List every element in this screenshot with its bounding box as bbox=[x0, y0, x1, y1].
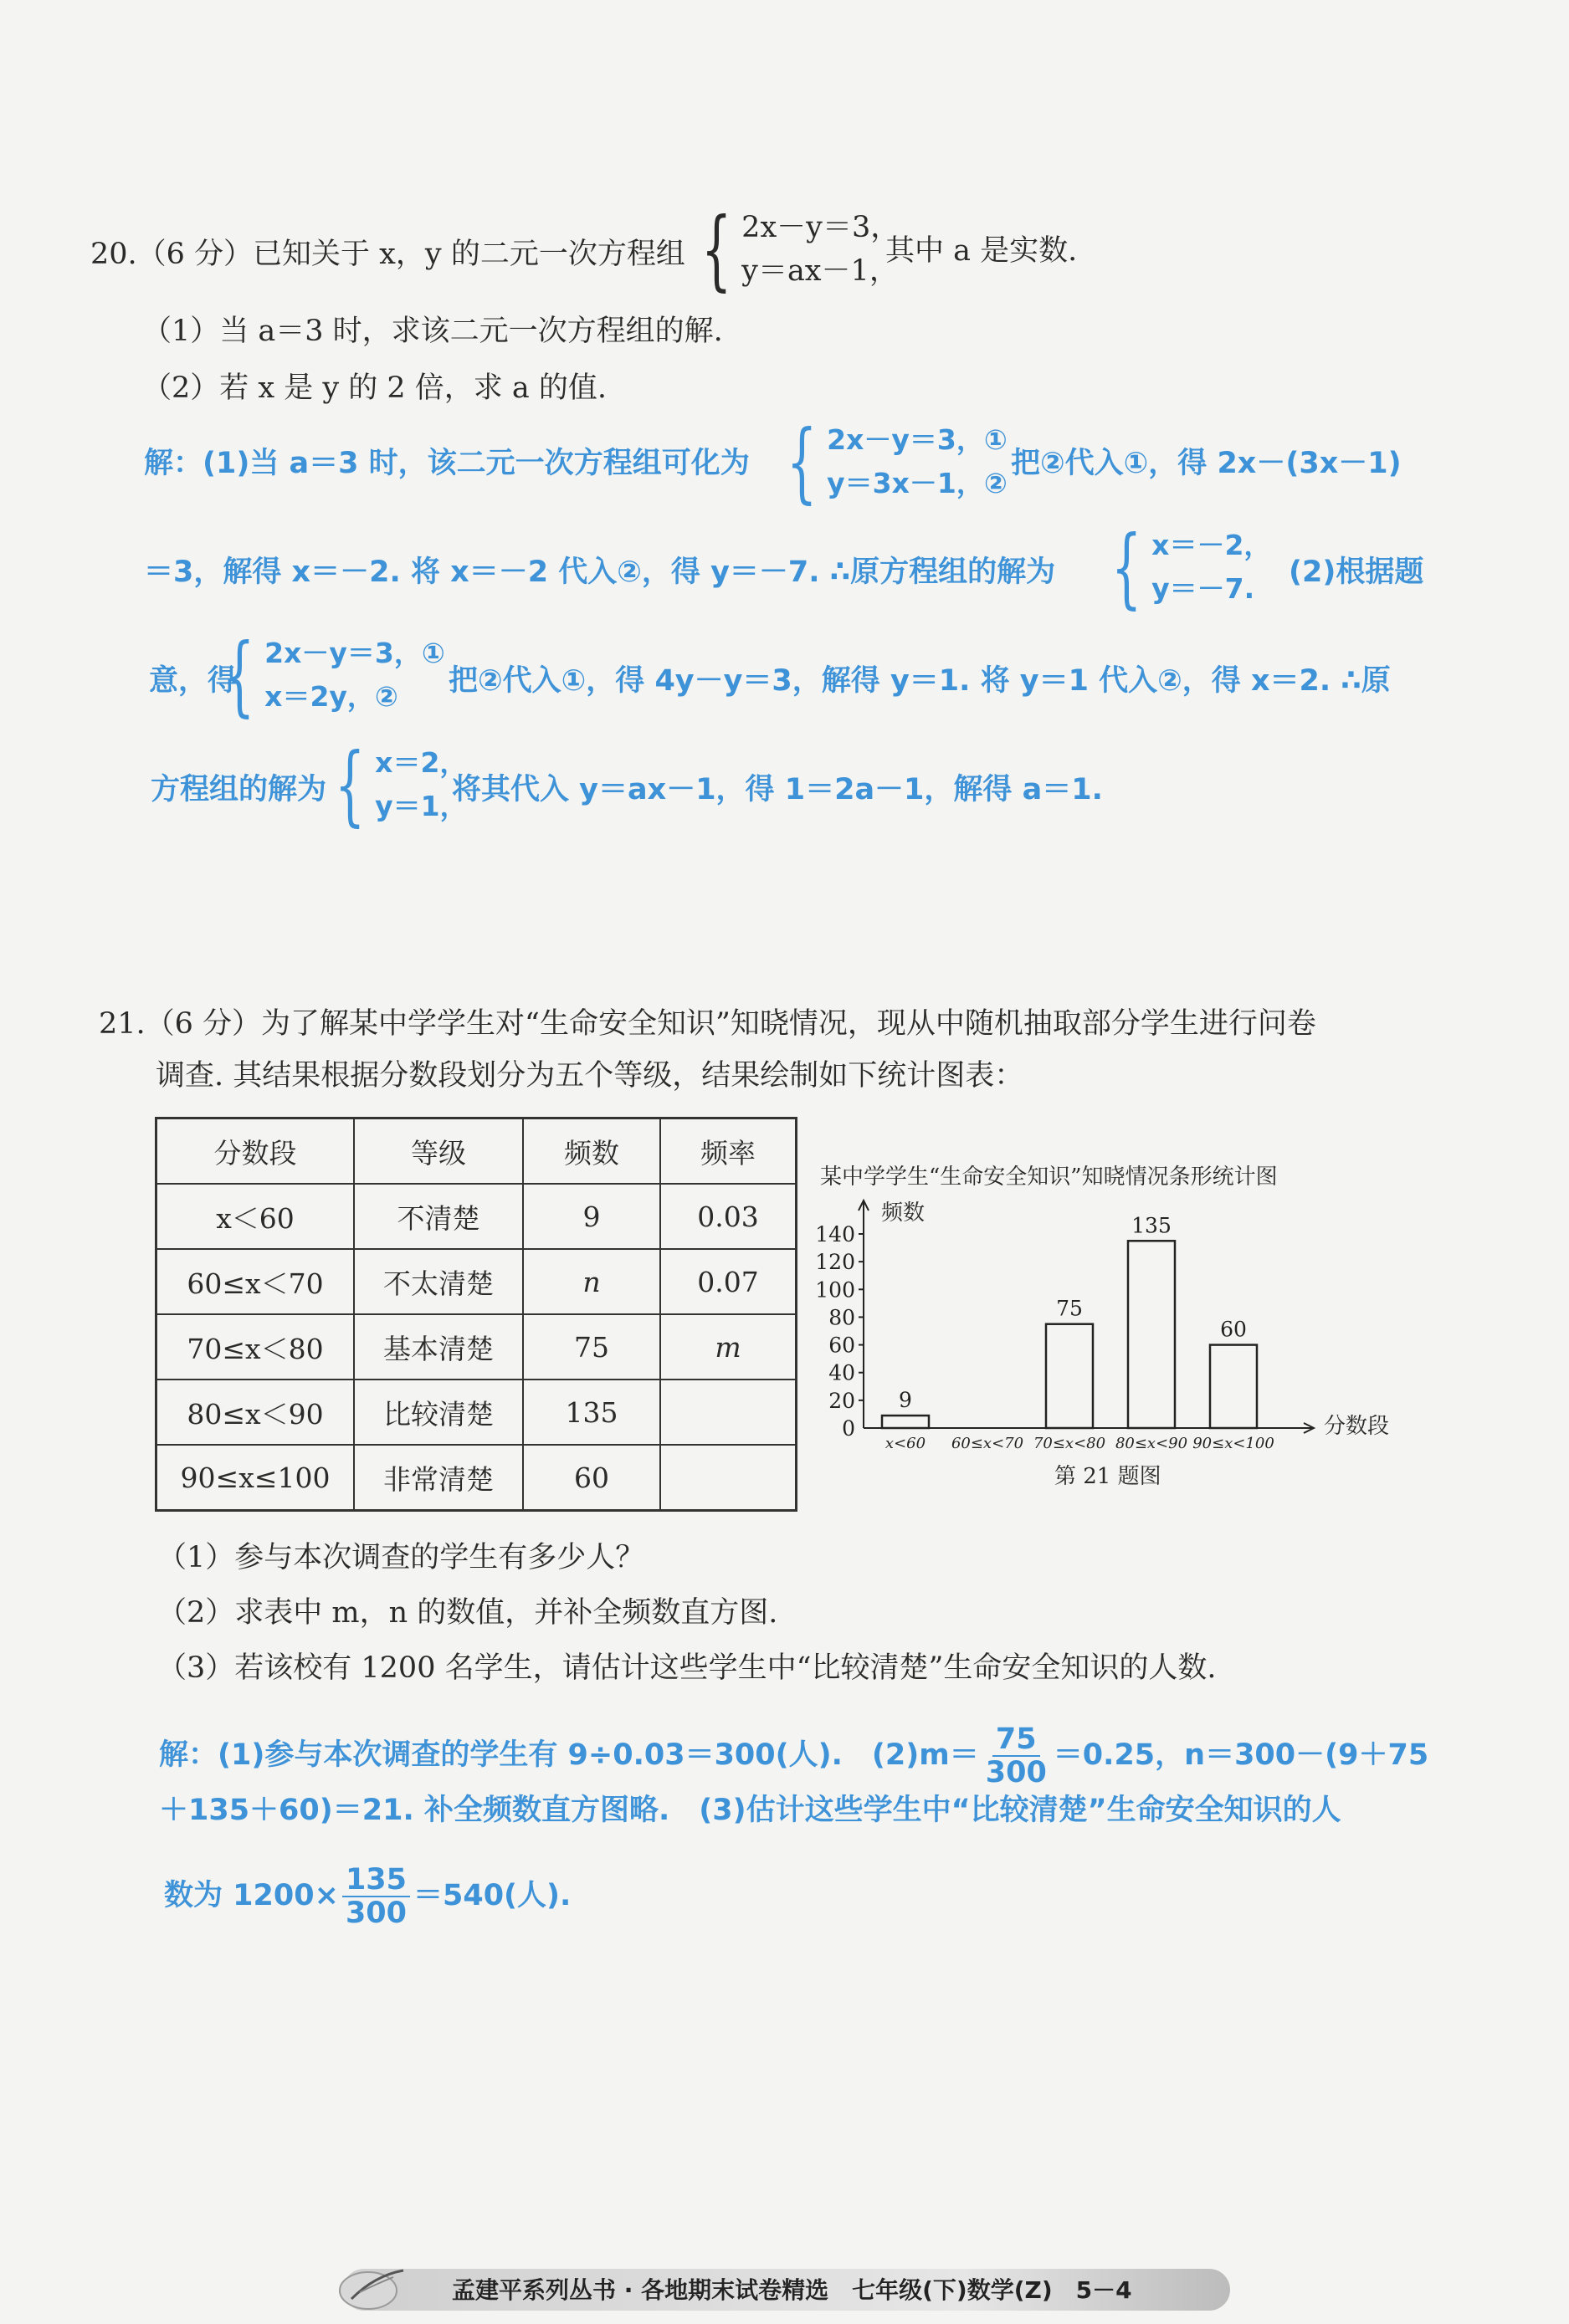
q20-stem-suffix: 其中 a 是实数. bbox=[885, 234, 1078, 268]
brace-icon: { bbox=[1111, 516, 1142, 618]
q20-answer-system2 bbox=[1111, 516, 1272, 618]
bar bbox=[1210, 1345, 1257, 1428]
fraction-numerator: 75 bbox=[992, 1723, 1040, 1757]
q20-part1: （1）当 a＝3 时，求该二元一次方程组的解. bbox=[142, 315, 723, 348]
bar bbox=[1128, 1241, 1175, 1428]
table-cell: 不太清楚 bbox=[354, 1249, 523, 1314]
q20-answer-system1-eq1: 2x－y＝3，① bbox=[827, 423, 1008, 456]
bar-data-label: 135 bbox=[1131, 1213, 1172, 1238]
chart-title: 某中学学生“生命安全知识”知晓情况条形统计图 bbox=[820, 1165, 1278, 1190]
brace-icon: { bbox=[224, 624, 255, 726]
bar-data-label: 9 bbox=[899, 1388, 912, 1413]
q20-answer-system1 bbox=[787, 411, 1008, 513]
table-cell: n bbox=[523, 1249, 660, 1314]
table-cell: 135 bbox=[523, 1380, 660, 1445]
table-cell: 基本清楚 bbox=[354, 1314, 523, 1380]
frequency-table bbox=[155, 1117, 797, 1512]
table-cell: 0.07 bbox=[660, 1249, 797, 1314]
q21-answer-line1 bbox=[159, 1723, 1428, 1789]
q21-answer-line3 bbox=[164, 1864, 571, 1929]
q20-part2: （2）若 x 是 y 的 2 倍，求 a 的值. bbox=[142, 371, 608, 405]
q20-answer-l4-suffix: 将其代入 y＝ax－1，得 1＝2a－1，解得 a＝1. bbox=[452, 773, 1103, 806]
y-tick-label: 100 bbox=[815, 1277, 855, 1303]
table-cell: 9 bbox=[523, 1184, 660, 1249]
q21-stem-line2: 调查. 其结果根据分数段划分为五个等级，结果绘制如下统计图表： bbox=[156, 1059, 1024, 1093]
brace-icon: { bbox=[701, 198, 732, 300]
q20-answer-system4 bbox=[335, 734, 468, 836]
q20-answer-l4-prefix: 方程组的解为 bbox=[151, 773, 327, 806]
table-cell: 70≤x＜80 bbox=[156, 1314, 355, 1380]
table-cell: 60 bbox=[523, 1445, 660, 1511]
q21-answer-l3-a: 数为 1200× bbox=[164, 1879, 339, 1912]
bar-data-label: 60 bbox=[1220, 1317, 1247, 1342]
table-row bbox=[156, 1314, 797, 1380]
bar bbox=[1046, 1324, 1093, 1428]
chart-xticks bbox=[885, 1435, 1274, 1452]
q20-answer-l3-suffix: 把②代入①，得 4y－y＝3，解得 y＝1. 将 y＝1 代入②，得 x＝2. ∴原 bbox=[449, 664, 1391, 698]
y-tick-label: 60 bbox=[828, 1333, 855, 1358]
table-cell: 60≤x＜70 bbox=[156, 1249, 355, 1314]
table-header-cell: 等级 bbox=[354, 1118, 523, 1185]
y-tick-label: 80 bbox=[828, 1305, 855, 1330]
table-cell bbox=[660, 1445, 797, 1511]
table-cell: m bbox=[660, 1314, 797, 1380]
fraction-denominator: 300 bbox=[985, 1756, 1047, 1789]
q20-system-eq2: y＝ax－1， bbox=[741, 254, 899, 288]
q20-answer-system2-eq1: x＝－2， bbox=[1151, 529, 1272, 561]
table-cell: 90≤x≤100 bbox=[156, 1445, 355, 1511]
bar-data-label: 75 bbox=[1056, 1296, 1083, 1321]
y-tick-label: 20 bbox=[828, 1388, 855, 1413]
table-cell: 不清楚 bbox=[354, 1184, 523, 1249]
q20-system bbox=[701, 198, 900, 300]
x-tick-label: x<60 bbox=[884, 1435, 926, 1452]
q21-stem-line1: 21.（6 分）为了解某中学学生对“生命安全知识”知晓情况，现从中随机抽取部分学生进行问卷 bbox=[99, 1007, 1316, 1041]
table-row bbox=[156, 1445, 797, 1511]
x-tick-label: 60≤x<70 bbox=[951, 1435, 1024, 1452]
chart-ylabel: 频数 bbox=[881, 1200, 926, 1226]
q21-answer-line2: ＋135＋60)＝21. 补全频数直方图略. (3)估计这些学生中“比较清楚”生命安全知识的人 bbox=[159, 1794, 1341, 1827]
q21-answer-l3-b: ＝540(人). bbox=[413, 1879, 572, 1912]
x-tick-label: 70≤x<80 bbox=[1033, 1435, 1106, 1452]
chart-ticks bbox=[815, 1222, 864, 1441]
table-header-row bbox=[156, 1118, 797, 1185]
table-header-cell: 频数 bbox=[523, 1118, 660, 1185]
x-tick-label: 90≤x<100 bbox=[1192, 1435, 1274, 1452]
table-row bbox=[156, 1184, 797, 1249]
table-cell bbox=[660, 1380, 797, 1445]
chart-bars bbox=[882, 1213, 1257, 1428]
q20-answer-l1-suffix: 把②代入①，得 2x－(3x－1) bbox=[1011, 447, 1402, 480]
q21-part3: （3）若该校有 1200 名学生，请估计这些学生中“比较清楚”生命安全知识的人数. bbox=[157, 1651, 1217, 1685]
q20-answer-system4-eq1: x＝2， bbox=[375, 746, 468, 779]
q20-answer-l3-prefix: 意，得 bbox=[149, 664, 238, 698]
fraction-135-300 bbox=[342, 1864, 410, 1929]
q21-answer-l1-b: ＝0.25，n＝300－(9＋75 bbox=[1053, 1738, 1429, 1772]
chart-caption: 第 21 题图 bbox=[1054, 1464, 1161, 1489]
table-cell: 80≤x＜90 bbox=[156, 1380, 355, 1445]
fraction-denominator: 300 bbox=[345, 1897, 407, 1930]
bar bbox=[882, 1415, 929, 1428]
table-cell: 0.03 bbox=[660, 1184, 797, 1249]
q20-system-eq1: 2x－y＝3， bbox=[741, 211, 900, 244]
footer-text: 孟建平系列丛书 · 各地期末试卷精选 七年级(下)数学(Z) 5－4 bbox=[452, 2276, 1132, 2304]
q20-answer-system2-eq2: y＝－7. bbox=[1151, 572, 1255, 605]
q21-answer-l1-a: 解：(1)参与本次调查的学生有 9÷0.03＝300(人). (2)m＝ bbox=[159, 1738, 979, 1772]
fraction-numerator: 135 bbox=[342, 1864, 410, 1897]
brace-icon: { bbox=[787, 411, 818, 513]
chart-xlabel: 分数段 bbox=[1324, 1414, 1390, 1439]
q21-part2: （2）求表中 m，n 的数值，并补全频数直方图. bbox=[157, 1596, 778, 1630]
y-tick-label: 140 bbox=[815, 1222, 855, 1246]
x-tick-label: 80≤x<90 bbox=[1115, 1435, 1188, 1452]
q20-answer-system3 bbox=[224, 624, 445, 726]
table-row bbox=[156, 1249, 797, 1314]
bar-chart bbox=[812, 1159, 1431, 1510]
y-tick-label: 40 bbox=[828, 1360, 855, 1385]
q20-answer-system4-eq2: y＝1， bbox=[375, 790, 468, 822]
y-tick-label: 0 bbox=[842, 1416, 855, 1441]
q20-answer-system3-eq1: 2x－y＝3，① bbox=[264, 637, 445, 669]
table-cell: 非常清楚 bbox=[354, 1445, 523, 1511]
table-cell: 比较清楚 bbox=[354, 1380, 523, 1445]
brace-icon: { bbox=[335, 734, 366, 836]
q20-stem-prefix: 20.（6 分）已知关于 x，y 的二元一次方程组 bbox=[90, 238, 685, 271]
q20-answer-l2-suffix: (2)根据题 bbox=[1289, 555, 1424, 589]
q20-answer-l1-prefix: 解：(1)当 a＝3 时，该二元一次方程组可化为 bbox=[144, 447, 750, 480]
q20-answer-system3-eq2: x＝2y，② bbox=[264, 680, 398, 713]
table-header-cell: 分数段 bbox=[156, 1118, 355, 1185]
leaf-logo-icon bbox=[335, 2259, 418, 2317]
q21-part1: （1）参与本次调查的学生有多少人？ bbox=[157, 1541, 645, 1574]
table-cell: 75 bbox=[523, 1314, 660, 1380]
table-row bbox=[156, 1380, 797, 1445]
table-header-cell: 频率 bbox=[660, 1118, 797, 1185]
q20-answer-l2-prefix: ＝3，解得 x＝－2. 将 x＝－2 代入②，得 y＝－7. ∴原方程组的解为 bbox=[144, 555, 1056, 589]
fraction-75-300 bbox=[982, 1723, 1050, 1789]
table-cell: x＜60 bbox=[156, 1184, 355, 1249]
y-tick-label: 120 bbox=[815, 1250, 855, 1275]
q20-answer-system1-eq2: y＝3x－1，② bbox=[827, 467, 1008, 499]
